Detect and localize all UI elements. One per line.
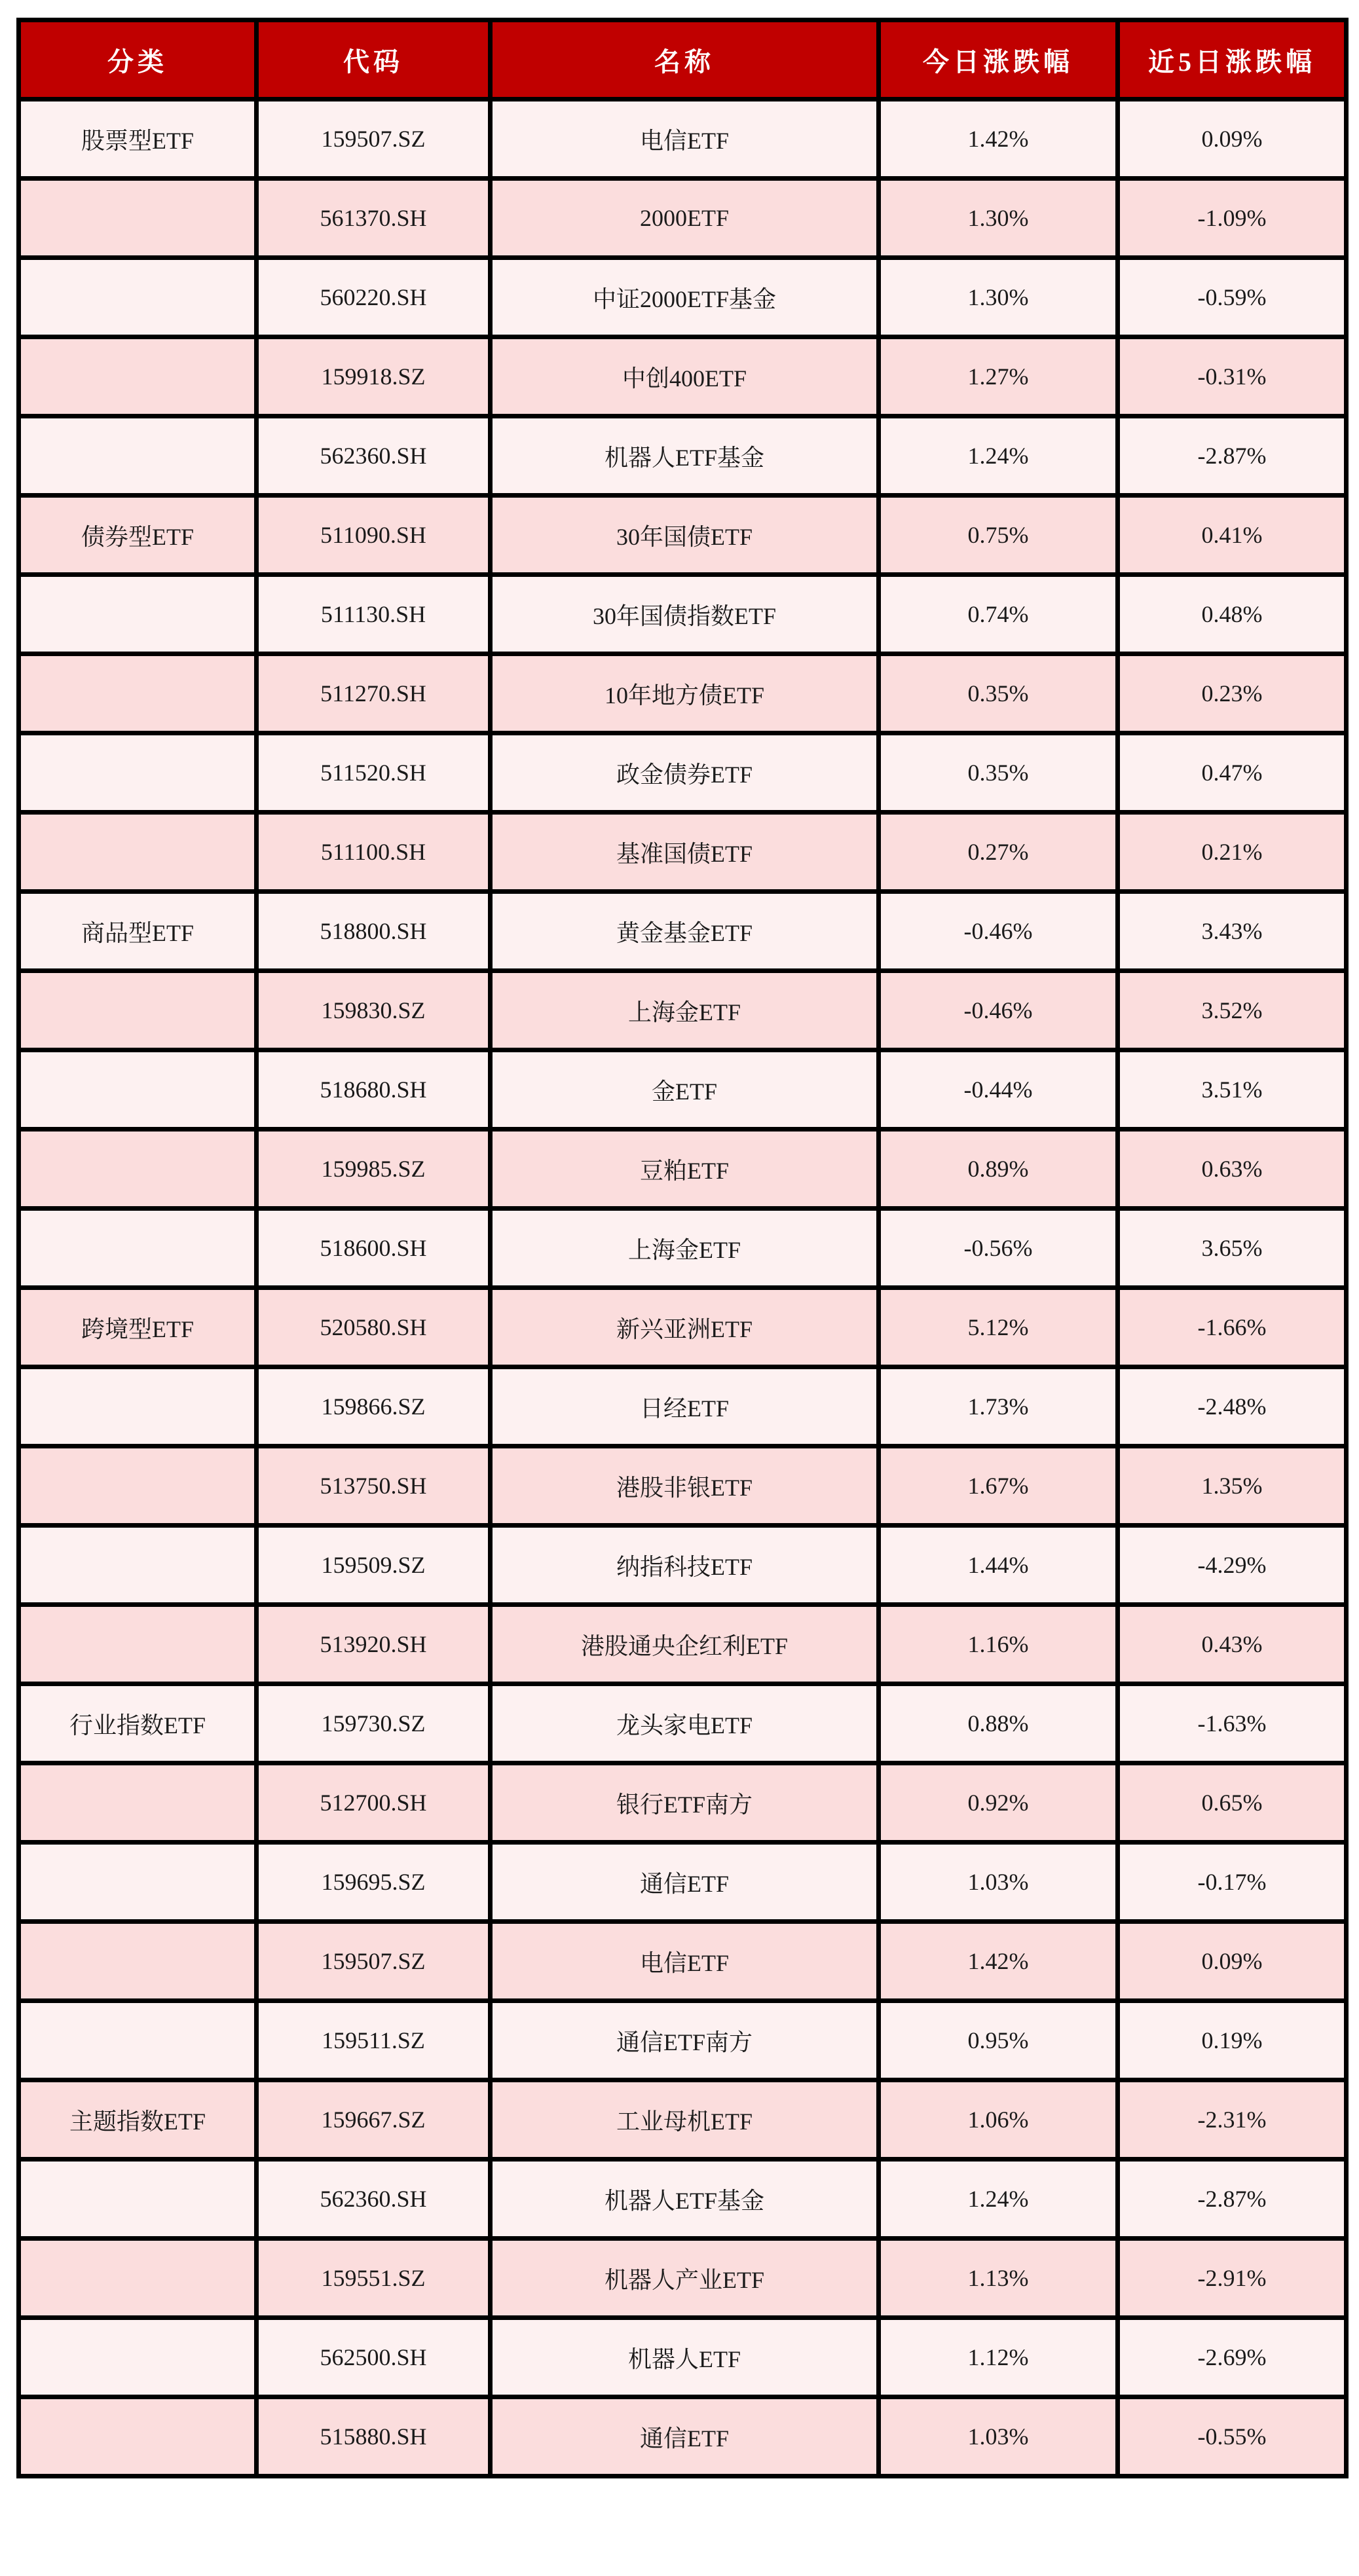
cell-code: 511100.SH <box>257 813 491 892</box>
cell-name: 港股非银ETF <box>491 1446 879 1526</box>
cell-today: 0.75% <box>879 496 1118 575</box>
cell-name: 港股通央企红利ETF <box>491 1605 879 1684</box>
table-row <box>19 2001 1347 2080</box>
cell-category <box>19 1526 257 1605</box>
cell-today: 1.03% <box>879 2397 1118 2476</box>
cell-name: 通信ETF <box>491 1843 879 1922</box>
cell-name: 机器人ETF基金 <box>491 2160 879 2239</box>
table-row <box>19 1209 1347 1288</box>
cell-category <box>19 733 257 813</box>
cell-five_day: -2.87% <box>1118 2160 1347 2239</box>
cell-today: 0.27% <box>879 813 1118 892</box>
cell-name: 日经ETF <box>491 1367 879 1446</box>
cell-category <box>19 1843 257 1922</box>
cell-code: 520580.SH <box>257 1288 491 1367</box>
cell-five_day: -2.87% <box>1118 416 1347 496</box>
cell-code: 159507.SZ <box>257 100 491 179</box>
cell-name: 基准国债ETF <box>491 813 879 892</box>
cell-five_day: 3.65% <box>1118 1209 1347 1288</box>
cell-five_day: -2.91% <box>1118 2239 1347 2318</box>
column-header-0: 分类 <box>19 20 257 100</box>
cell-category <box>19 416 257 496</box>
cell-name: 10年地方债ETF <box>491 654 879 733</box>
cell-five_day: -1.63% <box>1118 1684 1347 1763</box>
table-row <box>19 100 1347 179</box>
cell-today: 1.16% <box>879 1605 1118 1684</box>
table-row <box>19 2080 1347 2160</box>
cell-five_day: 0.09% <box>1118 1922 1347 2001</box>
cell-five_day: -0.59% <box>1118 258 1347 337</box>
cell-category <box>19 1763 257 1843</box>
cell-code: 562500.SH <box>257 2318 491 2397</box>
cell-code: 511270.SH <box>257 654 491 733</box>
cell-code: 159507.SZ <box>257 1922 491 2001</box>
cell-today: 1.42% <box>879 1922 1118 2001</box>
cell-code: 159730.SZ <box>257 1684 491 1763</box>
cell-code: 159830.SZ <box>257 971 491 1050</box>
table-row <box>19 971 1347 1050</box>
table-row <box>19 1288 1347 1367</box>
table-row <box>19 258 1347 337</box>
cell-category: 商品型ETF <box>19 892 257 971</box>
table-row <box>19 2397 1347 2476</box>
cell-today: 1.24% <box>879 2160 1118 2239</box>
etf-table <box>16 18 1349 2478</box>
table-row <box>19 1684 1347 1763</box>
cell-today: 1.44% <box>879 1526 1118 1605</box>
table-row <box>19 1050 1347 1130</box>
cell-code: 513920.SH <box>257 1605 491 1684</box>
cell-name: 中证2000ETF基金 <box>491 258 879 337</box>
cell-category <box>19 2318 257 2397</box>
cell-category <box>19 337 257 416</box>
cell-category <box>19 1209 257 1288</box>
cell-five_day: 3.52% <box>1118 971 1347 1050</box>
cell-category <box>19 1605 257 1684</box>
cell-five_day: -0.55% <box>1118 2397 1347 2476</box>
cell-today: 1.27% <box>879 337 1118 416</box>
cell-today: -0.44% <box>879 1050 1118 1130</box>
cell-category <box>19 1130 257 1209</box>
cell-five_day: -2.48% <box>1118 1367 1347 1446</box>
cell-today: 1.42% <box>879 100 1118 179</box>
column-header-2: 名称 <box>491 20 879 100</box>
cell-today: 0.88% <box>879 1684 1118 1763</box>
cell-name: 30年国债ETF <box>491 496 879 575</box>
cell-five_day: -1.66% <box>1118 1288 1347 1367</box>
cell-code: 159918.SZ <box>257 337 491 416</box>
header-row <box>19 20 1347 100</box>
cell-category: 跨境型ETF <box>19 1288 257 1367</box>
table-row <box>19 416 1347 496</box>
cell-code: 518800.SH <box>257 892 491 971</box>
cell-code: 511090.SH <box>257 496 491 575</box>
table-row <box>19 1130 1347 1209</box>
cell-name: 电信ETF <box>491 1922 879 2001</box>
cell-category <box>19 575 257 654</box>
table-row <box>19 1446 1347 1526</box>
table-row <box>19 337 1347 416</box>
cell-name: 纳指科技ETF <box>491 1526 879 1605</box>
table-row <box>19 575 1347 654</box>
cell-code: 159511.SZ <box>257 2001 491 2080</box>
cell-name: 机器人ETF基金 <box>491 416 879 496</box>
cell-category <box>19 2001 257 2080</box>
table-row <box>19 1367 1347 1446</box>
cell-code: 518680.SH <box>257 1050 491 1130</box>
table-row <box>19 1922 1347 2001</box>
cell-code: 159509.SZ <box>257 1526 491 1605</box>
cell-five_day: 0.21% <box>1118 813 1347 892</box>
cell-code: 511130.SH <box>257 575 491 654</box>
cell-category <box>19 2239 257 2318</box>
cell-code: 159551.SZ <box>257 2239 491 2318</box>
cell-category <box>19 2397 257 2476</box>
cell-today: -0.46% <box>879 971 1118 1050</box>
cell-category <box>19 654 257 733</box>
cell-five_day: 0.43% <box>1118 1605 1347 1684</box>
cell-today: 1.06% <box>879 2080 1118 2160</box>
cell-code: 159985.SZ <box>257 1130 491 1209</box>
table-body <box>19 100 1347 2476</box>
cell-code: 512700.SH <box>257 1763 491 1843</box>
cell-category <box>19 1922 257 2001</box>
cell-category <box>19 258 257 337</box>
cell-five_day: 0.09% <box>1118 100 1347 179</box>
cell-category <box>19 813 257 892</box>
cell-code: 513750.SH <box>257 1446 491 1526</box>
cell-today: 0.74% <box>879 575 1118 654</box>
cell-category: 债券型ETF <box>19 496 257 575</box>
table-row <box>19 1763 1347 1843</box>
cell-today: 0.92% <box>879 1763 1118 1843</box>
cell-name: 通信ETF <box>491 2397 879 2476</box>
cell-category <box>19 2160 257 2239</box>
cell-name: 上海金ETF <box>491 1209 879 1288</box>
cell-five_day: 0.63% <box>1118 1130 1347 1209</box>
column-header-4: 近5日涨跌幅 <box>1118 20 1347 100</box>
cell-today: 1.73% <box>879 1367 1118 1446</box>
table-row <box>19 1843 1347 1922</box>
cell-name: 中创400ETF <box>491 337 879 416</box>
cell-code: 159695.SZ <box>257 1843 491 1922</box>
cell-category <box>19 1050 257 1130</box>
cell-five_day: -0.31% <box>1118 337 1347 416</box>
cell-five_day: -1.09% <box>1118 179 1347 258</box>
cell-name: 工业母机ETF <box>491 2080 879 2160</box>
table-row <box>19 892 1347 971</box>
cell-today: -0.56% <box>879 1209 1118 1288</box>
table-row <box>19 2318 1347 2397</box>
cell-code: 515880.SH <box>257 2397 491 2476</box>
cell-code: 560220.SH <box>257 258 491 337</box>
cell-name: 30年国债指数ETF <box>491 575 879 654</box>
cell-five_day: 0.23% <box>1118 654 1347 733</box>
table-row <box>19 1526 1347 1605</box>
table-row <box>19 179 1347 258</box>
cell-code: 518600.SH <box>257 1209 491 1288</box>
cell-today: 0.89% <box>879 1130 1118 1209</box>
cell-name: 电信ETF <box>491 100 879 179</box>
cell-name: 上海金ETF <box>491 971 879 1050</box>
cell-category <box>19 1446 257 1526</box>
cell-name: 豆粕ETF <box>491 1130 879 1209</box>
cell-today: 1.13% <box>879 2239 1118 2318</box>
cell-today: 1.12% <box>879 2318 1118 2397</box>
cell-code: 562360.SH <box>257 416 491 496</box>
cell-code: 562360.SH <box>257 2160 491 2239</box>
cell-five_day: 0.41% <box>1118 496 1347 575</box>
table-row <box>19 813 1347 892</box>
cell-category <box>19 179 257 258</box>
cell-five_day: -4.29% <box>1118 1526 1347 1605</box>
etf-table-sheet <box>16 18 1349 2478</box>
cell-code: 561370.SH <box>257 179 491 258</box>
table-row <box>19 496 1347 575</box>
cell-name: 金ETF <box>491 1050 879 1130</box>
cell-five_day: 3.43% <box>1118 892 1347 971</box>
table-row <box>19 2239 1347 2318</box>
cell-today: 0.35% <box>879 733 1118 813</box>
table-row <box>19 733 1347 813</box>
cell-five_day: 0.65% <box>1118 1763 1347 1843</box>
cell-category <box>19 971 257 1050</box>
table-row <box>19 1605 1347 1684</box>
cell-five_day: 0.48% <box>1118 575 1347 654</box>
cell-today: 1.03% <box>879 1843 1118 1922</box>
cell-five_day: -2.69% <box>1118 2318 1347 2397</box>
cell-today: 1.67% <box>879 1446 1118 1526</box>
cell-name: 机器人产业ETF <box>491 2239 879 2318</box>
cell-category <box>19 1367 257 1446</box>
table-row <box>19 654 1347 733</box>
cell-code: 159667.SZ <box>257 2080 491 2160</box>
cell-name: 通信ETF南方 <box>491 2001 879 2080</box>
cell-today: 0.95% <box>879 2001 1118 2080</box>
cell-five_day: -0.17% <box>1118 1843 1347 1922</box>
table-row <box>19 2160 1347 2239</box>
column-header-3: 今日涨跌幅 <box>879 20 1118 100</box>
cell-five_day: 3.51% <box>1118 1050 1347 1130</box>
cell-today: 1.30% <box>879 179 1118 258</box>
cell-five_day: 1.35% <box>1118 1446 1347 1526</box>
cell-category: 主题指数ETF <box>19 2080 257 2160</box>
cell-category: 股票型ETF <box>19 100 257 179</box>
cell-five_day: 0.19% <box>1118 2001 1347 2080</box>
cell-five_day: -2.31% <box>1118 2080 1347 2160</box>
column-header-1: 代码 <box>257 20 491 100</box>
cell-today: 1.30% <box>879 258 1118 337</box>
cell-name: 龙头家电ETF <box>491 1684 879 1763</box>
cell-name: 银行ETF南方 <box>491 1763 879 1843</box>
cell-five_day: 0.47% <box>1118 733 1347 813</box>
cell-today: -0.46% <box>879 892 1118 971</box>
cell-today: 5.12% <box>879 1288 1118 1367</box>
cell-today: 1.24% <box>879 416 1118 496</box>
cell-name: 新兴亚洲ETF <box>491 1288 879 1367</box>
cell-today: 0.35% <box>879 654 1118 733</box>
cell-category: 行业指数ETF <box>19 1684 257 1763</box>
cell-name: 2000ETF <box>491 179 879 258</box>
cell-code: 159866.SZ <box>257 1367 491 1446</box>
cell-name: 机器人ETF <box>491 2318 879 2397</box>
cell-code: 511520.SH <box>257 733 491 813</box>
cell-name: 政金债券ETF <box>491 733 879 813</box>
cell-name: 黄金基金ETF <box>491 892 879 971</box>
